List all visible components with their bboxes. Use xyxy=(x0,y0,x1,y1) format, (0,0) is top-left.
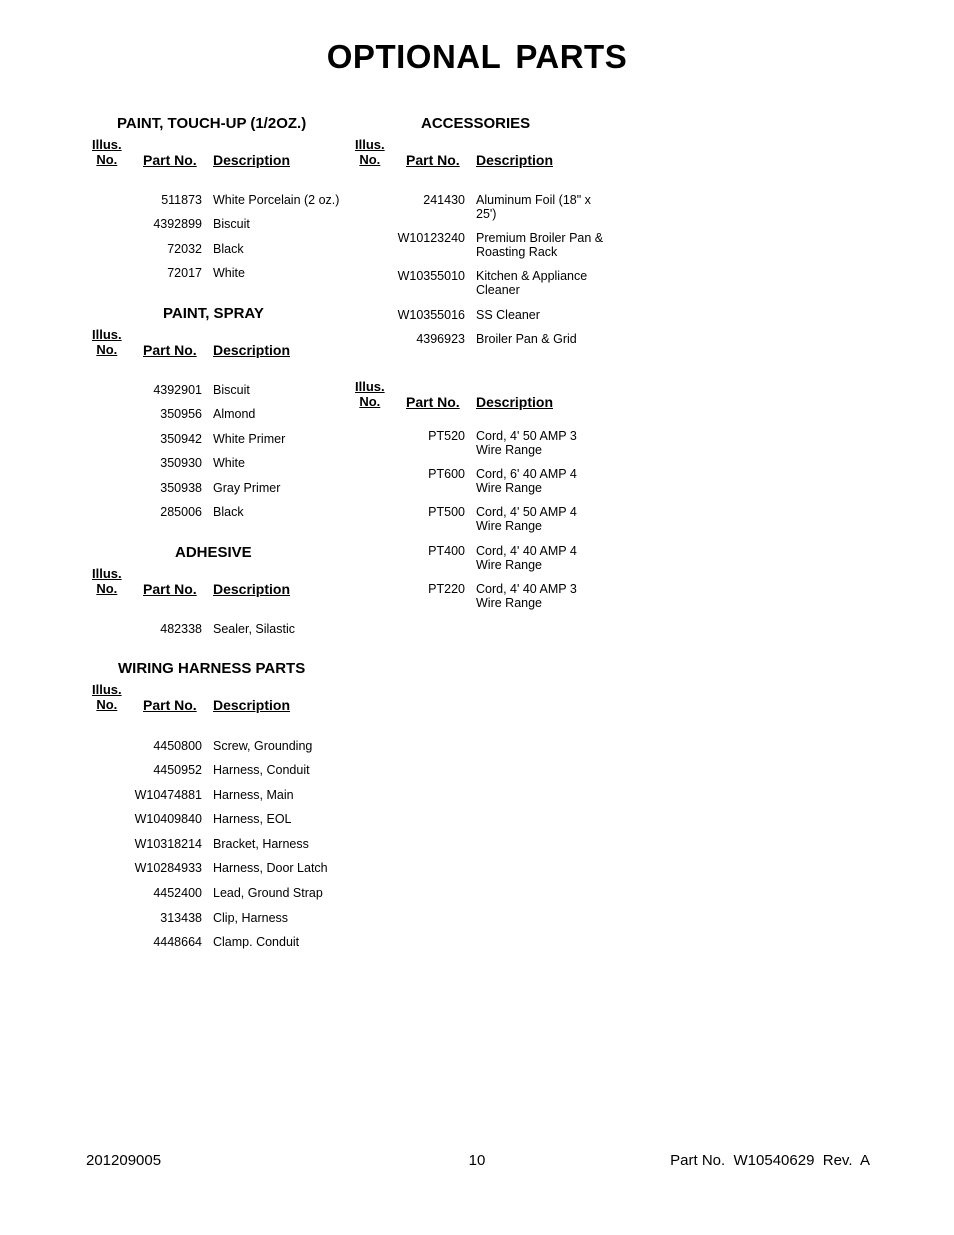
column-headers xyxy=(355,123,625,168)
section-title: WIRING HARNESS PARTS xyxy=(118,660,306,677)
illus-no-header: Illus. No. xyxy=(355,379,385,409)
part-no-header: Part No. xyxy=(406,394,460,410)
page-title: OPTIONAL PARTS xyxy=(326,38,628,75)
illus-no-header: Illus. No. xyxy=(92,137,122,167)
section-title: PAINT, SPRAY xyxy=(163,305,264,322)
description-header: Description xyxy=(213,152,291,168)
part-no-header: Part No. xyxy=(143,152,197,168)
section-title: PAINT, TOUCH-UP (1/2OZ.) xyxy=(117,115,307,132)
part-no-header: Part No. xyxy=(406,152,460,168)
illus-no-header: Illus. No. xyxy=(92,682,122,712)
description-header: Description xyxy=(213,697,291,713)
footer-page-number: 10 xyxy=(468,1152,486,1169)
description-header: Description xyxy=(213,342,291,358)
part-no-header: Part No. xyxy=(143,581,197,597)
column-headers xyxy=(92,668,362,713)
section-title: ACCESSORIES xyxy=(421,115,531,132)
column-headers xyxy=(92,123,362,168)
description-header: Description xyxy=(476,152,554,168)
illus-no-header: Illus. No. xyxy=(92,327,122,357)
column-headers xyxy=(92,552,362,597)
footer-part-reference: Part No. W10540629 Rev. A xyxy=(670,1152,870,1169)
part-no-header: Part No. xyxy=(143,342,197,358)
part-no-header: Part No. xyxy=(143,697,197,713)
footer-doc-number: 201209005 xyxy=(86,1152,162,1169)
description-header: Description xyxy=(213,581,291,597)
column-headers xyxy=(92,313,362,358)
section-title: ADHESIVE xyxy=(175,544,252,561)
illus-no-header: Illus. No. xyxy=(355,137,385,167)
column-headers xyxy=(355,365,625,410)
description-header: Description xyxy=(476,394,554,410)
illus-no-header: Illus. No. xyxy=(92,566,122,596)
